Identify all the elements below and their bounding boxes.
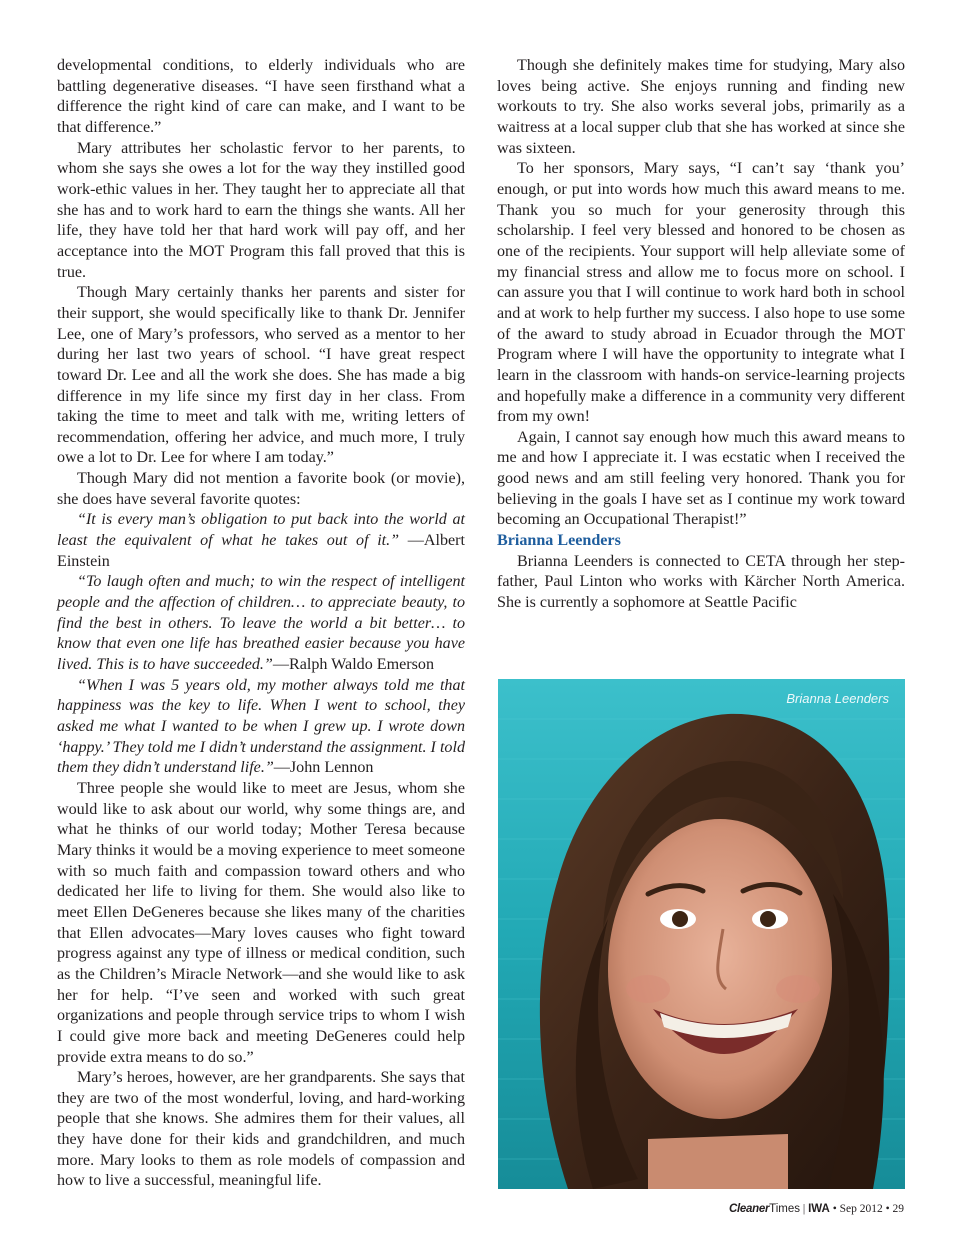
quote-attribution: —John Lennon bbox=[273, 759, 374, 777]
article-paragraph: Though she definitely makes time for studying, Mary also loves being active. She enjoys running and finding new workouts to try. She also works several jobs, primarily as a waitress at a local supper club that she has worked at since she was sixteen. bbox=[497, 57, 905, 157]
portrait-illustration bbox=[498, 679, 905, 1189]
left-column bbox=[57, 56, 465, 1192]
quote-emerson bbox=[57, 572, 465, 675]
footer-brand-suffix: Times bbox=[769, 1203, 801, 1215]
portrait-photo bbox=[498, 679, 905, 1189]
article-paragraph: Three people she would like to meet are Jesus, whom she would like to ask about our world, why some things are, and what he thinks of our world today; Mother Teresa because Mary thinks it would be a moving experience to meet someone with so much faith and compassion toward others and who dedicated her life to living for them. She would also like to meet Ellen DeGeneres because she likes many of the charities that Ellen advocates—Mary loves causes who fight toward progress against any type of illness or medical condition, such as the Children’s Miracle Network—and she would like to ask her for help. “I’ve seen and worked with such great organizations and people through service trips to whom I wish I could give more back and meeting DeGeneres could help provide extra means to do so.” bbox=[57, 779, 465, 1066]
article-paragraph: developmental conditions, to elderly individuals who are battling degenerative diseases. “I have seen firsthand what a difference the right kind of care can make, and I want to be that difference.” bbox=[57, 57, 465, 136]
right-column bbox=[497, 56, 905, 614]
footer-issue: • Sep 2012 • 29 bbox=[829, 1203, 904, 1215]
article-paragraph: Again, I cannot say enough how much this award means to me and how I appreciate it. I was ecstatic when I received the good news and am still feeling very honored. Thank you for believing in the goals I have set as I continue my work toward becoming an Occupational Therapist!” bbox=[497, 428, 905, 529]
quote-text: “When I was 5 years old, my mother always told me that happiness was the key to life. When I went to school, they asked me what I wanted to be when I grew up. I wrote down ‘happy.’ They told me I didn’t understand the assignment. I told them they didn’t understand life.” bbox=[57, 676, 465, 777]
footer-brand: Cleaner bbox=[729, 1203, 770, 1215]
quote-einstein bbox=[57, 510, 465, 572]
article-paragraph: Brianna Leenders is connected to CETA through her step-father, Paul Linton who works with Kärcher North America. She is currently a sophomore at Seattle Pacific bbox=[497, 552, 905, 612]
article-paragraph: Mary attributes her scholastic fervor to her parents, to whom she says she owes a lot for the way they instilled good work-ethic values in her. They taught her to appreciate all that she has and to work hard to earn the things she wants. All her life, they have told her that hard work will pay off, and her acceptance into the MOT Program this fall proved that this is true. bbox=[57, 139, 465, 281]
photo-caption: Brianna Leenders bbox=[786, 691, 889, 706]
article-paragraph: Though Mary certainly thanks her parents and sister for their support, she would specifically like to thank Dr. Jennifer Lee, one of Mary’s professors, who served as a mentor to her during her last two years of school. “I have great respect toward Dr. Lee and all the work she does. She has made a big difference in my life since my first day in her class. From taking the time to meet and talk with me, writing letters of recommendation, offering her advice, and much more, I truly owe a lot to Dr. Lee for where I am today.” bbox=[57, 284, 465, 467]
article-paragraph: Mary’s heroes, however, are her grandparents. She says that they are two of the most wonderful, loving, and hard-working people that she knows. She admires them for their values, all they have done for their kids and grandchildren, and much more. Mary looks to them as role models of compassion and how to live a successful, meaningful life. bbox=[57, 1069, 465, 1190]
section-heading: Brianna Leenders bbox=[497, 532, 621, 550]
footer-separator: | bbox=[800, 1203, 809, 1215]
quote-text: “It is every man’s obligation to put back into the world at least the equivalent of what he takes out of it.” bbox=[57, 511, 465, 550]
article-paragraph: Though Mary did not mention a favorite book (or movie), she does have several favorite quotes: bbox=[57, 470, 465, 508]
quote-attribution: —Ralph Waldo Emerson bbox=[272, 656, 434, 674]
page-footer bbox=[729, 1203, 904, 1215]
quote-lennon bbox=[57, 676, 465, 779]
quote-text: “To laugh often and much; to win the respect of intelligent people and the affection of children… to appreciate beauty, to find the best in others. To leave the world a bit better… to know that even one life has breathed easier because you have lived. This is to have succeeded.” bbox=[57, 573, 465, 674]
quote-attribution: —Albert Einstein bbox=[57, 532, 466, 570]
footer-iwa: IWA bbox=[808, 1203, 830, 1215]
article-paragraph: To her sponsors, Mary says, “I can’t say ‘thank you’ enough, or put into words how much this award means to me. Thank you so much for your generosity through this scholarship. I feel very blessed and honored to be chosen as one of the recipients. Your support will help alleviate some of my financial stress and allow me to focus more on school. I can assure you that I will continue to work hard both in school and at work to help further my success. I also hope to use some of the award to study abroad in Ecuador through the MOT Program where I will have the opportunity to integrate what I learn in the classroom with hands-on service-learning projects and hopefully make a difference in a community very different from my own! bbox=[497, 160, 905, 426]
